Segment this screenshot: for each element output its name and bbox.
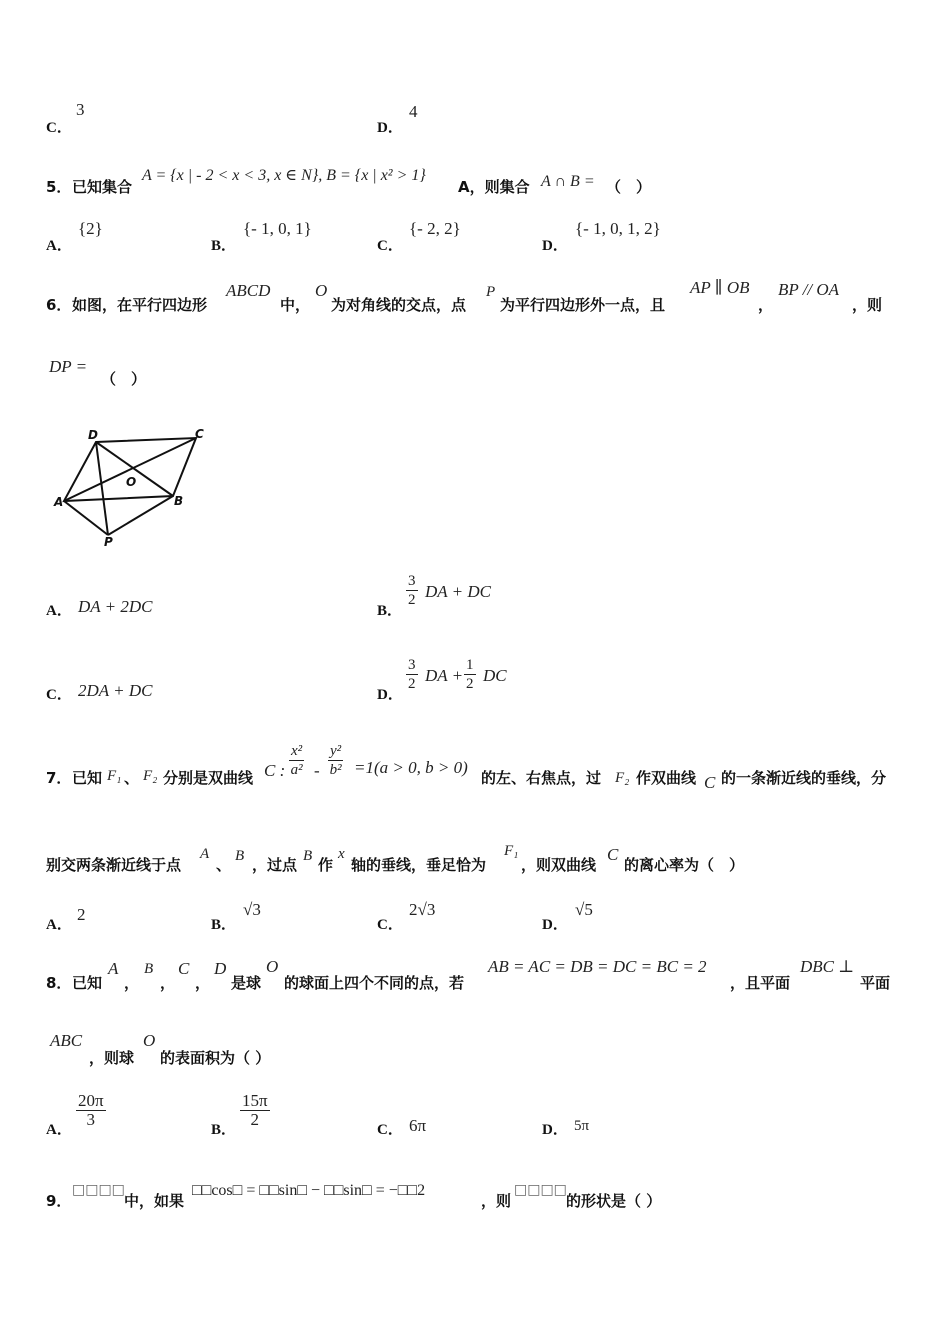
question-text: ，则双曲线 <box>521 856 597 874</box>
segment-ap <box>64 501 108 535</box>
option-fraction: $\frac{3}{2}$ <box>408 657 416 692</box>
math-expression: - <box>314 761 320 780</box>
math-expression: O <box>143 1031 156 1050</box>
question-text: 的离心率为（ ） <box>624 856 745 874</box>
parallelogram-figure <box>50 424 220 549</box>
math-expression: □□cos□ = □□sin□ − □□sin□ = −□□2 <box>192 1182 426 1199</box>
question-text: ， <box>160 974 176 992</box>
fraction-y: $\frac{\text{y²}}{\text{b²}}$ <box>329 743 342 778</box>
math-expression: A ∩ B = <box>541 173 595 190</box>
option-fraction: $\frac{20\pi}{3}$ <box>78 1091 104 1129</box>
question-text: ，过点 <box>252 856 298 874</box>
math-expression: AB = AC = DB = DC = BC = 2 <box>488 957 707 976</box>
option-label: D． <box>542 917 568 933</box>
option-value: {2} <box>78 219 103 238</box>
question-number: 5． <box>46 178 72 196</box>
option-value: 3 <box>76 100 85 119</box>
math-expression: P <box>486 284 496 300</box>
option-label: C． <box>377 238 403 254</box>
math-expression: B <box>303 848 313 864</box>
option-label: A． <box>46 238 72 254</box>
vertex-label-p: P <box>104 535 113 549</box>
option-value: 2 <box>77 905 86 924</box>
math-expression: A <box>108 959 119 978</box>
question-text: ，则球 <box>89 1049 135 1067</box>
question-text: 如图，在平行四边形 <box>72 296 208 314</box>
math-expression: O <box>315 281 328 300</box>
math-expression: D <box>214 959 227 978</box>
option-value: √3 <box>243 900 261 919</box>
missing-glyphs: □□□□ <box>72 1182 125 1198</box>
math-expression: C <box>178 959 190 978</box>
math-expression: F₁ <box>504 843 519 859</box>
vertex-label-c: C <box>195 427 204 441</box>
option-value: 2√3 <box>409 900 436 919</box>
question-text: 别交两条渐近线于点 <box>46 856 182 874</box>
vertex-label-a: A <box>54 495 64 509</box>
question-text: 的左、右焦点，过 <box>481 769 602 787</box>
question-text: 、 <box>216 856 232 874</box>
question-text: 已知 <box>72 769 103 787</box>
question-text: 的形状是（ ） <box>566 1192 662 1210</box>
question-text: 为对角线的交点，点 <box>331 296 467 314</box>
missing-glyphs: □□□□ <box>514 1182 567 1198</box>
question-text: 平面 <box>860 974 891 992</box>
question-text: ，且平面 <box>730 974 791 992</box>
segment-bp <box>108 496 173 535</box>
option-label: B． <box>211 917 237 933</box>
math-expression: x <box>338 846 345 862</box>
fraction-x: $\frac{\text{x²}}{\text{a²}}$ <box>290 743 303 778</box>
option-value: {- 1, 0, 1} <box>243 219 312 238</box>
math-expression: ABC <box>50 1031 83 1050</box>
math-expression: B <box>235 848 245 864</box>
question-text: ，则 <box>852 296 883 314</box>
question-text: 作双曲线 <box>636 769 697 787</box>
answer-bracket: （ ） <box>101 370 147 388</box>
diagonal-ac <box>64 438 196 501</box>
option-value: DA + <box>425 666 464 685</box>
math-expression: AP ∥ OB <box>690 278 750 297</box>
math-expression: F₁ <box>107 768 122 784</box>
option-label: D． <box>542 1122 568 1138</box>
option-value: DA + DC <box>425 582 491 601</box>
math-expression: F₂ <box>615 770 630 786</box>
option-label: D． <box>542 238 568 254</box>
math-expression: C <box>607 845 619 864</box>
math-expression: B <box>144 961 154 977</box>
option-label: B． <box>377 603 403 619</box>
option-label: B． <box>211 238 237 254</box>
option-label: C． <box>377 917 403 933</box>
option-fraction: $\frac{15\pi}{2}$ <box>242 1091 268 1129</box>
option-label: A． <box>46 1122 72 1138</box>
question-text: 的表面积为（ ） <box>160 1049 271 1067</box>
question-number: 6． <box>46 296 72 314</box>
option-label: A． <box>46 603 72 619</box>
option-label: C． <box>46 687 72 703</box>
question-text: A，则集合 <box>458 178 530 196</box>
option-label: C． <box>46 120 72 136</box>
math-expression: C : <box>264 761 286 780</box>
option-value: 5π <box>574 1118 590 1134</box>
option-fraction: $\frac{3}{2}$ <box>408 573 416 608</box>
option-value: 2DA + DC <box>78 681 153 700</box>
question-text: ， <box>758 296 774 314</box>
math-expression: DBC ⊥ <box>800 957 855 976</box>
question-number: 8． <box>46 974 72 992</box>
question-text: 为平行四边形外一点，且 <box>500 296 666 314</box>
math-expression: C <box>704 773 716 792</box>
option-label: A． <box>46 917 72 933</box>
math-expression: DP = <box>49 357 88 376</box>
option-value: {- 2, 2} <box>409 219 461 238</box>
math-expression: O <box>266 957 279 976</box>
question-text: 中， <box>280 296 311 314</box>
question-number: 7． <box>46 769 72 787</box>
question-text: 的一条渐近线的垂线，分 <box>721 769 887 787</box>
math-expression: BP // OA <box>778 280 840 299</box>
question-text: ， <box>124 974 140 992</box>
question-text: 轴的垂线，垂足恰为 <box>351 856 487 874</box>
option-value: DC <box>483 666 507 685</box>
option-value: 6π <box>409 1116 427 1135</box>
option-value: DA + 2DC <box>78 597 153 616</box>
question-text: 是球 <box>231 974 262 992</box>
option-label: D． <box>377 687 403 703</box>
math-expression: A <box>200 846 210 862</box>
option-label: B． <box>211 1122 237 1138</box>
segment-dp <box>96 442 108 535</box>
question-text: 作 <box>318 856 334 874</box>
question-number: 9． <box>46 1192 72 1210</box>
option-value: 4 <box>409 102 418 121</box>
math-expression: F₂ <box>143 768 158 784</box>
question-text: 、 <box>124 769 140 787</box>
option-value: {- 1, 0, 1, 2} <box>575 219 661 238</box>
question-text: ， <box>195 974 211 992</box>
vertex-label-b: B <box>174 494 184 508</box>
vertex-label-o: O <box>126 475 137 489</box>
option-value: √5 <box>575 900 593 919</box>
question-text: ，则 <box>481 1192 512 1210</box>
math-expression: ABCD <box>226 281 271 300</box>
option-label: C． <box>377 1122 403 1138</box>
question-text: 已知集合 <box>72 178 133 196</box>
question-text: 的球面上四个不同的点，若 <box>284 974 465 992</box>
math-expression: =1(a > 0, b > 0) <box>354 758 468 777</box>
option-fraction: $\frac{1}{2}$ <box>466 657 474 692</box>
question-text: 已知 <box>72 974 103 992</box>
question-text: 分别是双曲线 <box>163 769 254 787</box>
answer-bracket: （ ） <box>606 178 652 196</box>
option-label: D． <box>377 120 403 136</box>
question-text: 中，如果 <box>124 1192 185 1210</box>
math-expression: A = {x | - 2 < x < 3, x ∈ N}, B = {x | x² > 1} <box>142 167 426 184</box>
vertex-label-d: D <box>88 428 98 442</box>
